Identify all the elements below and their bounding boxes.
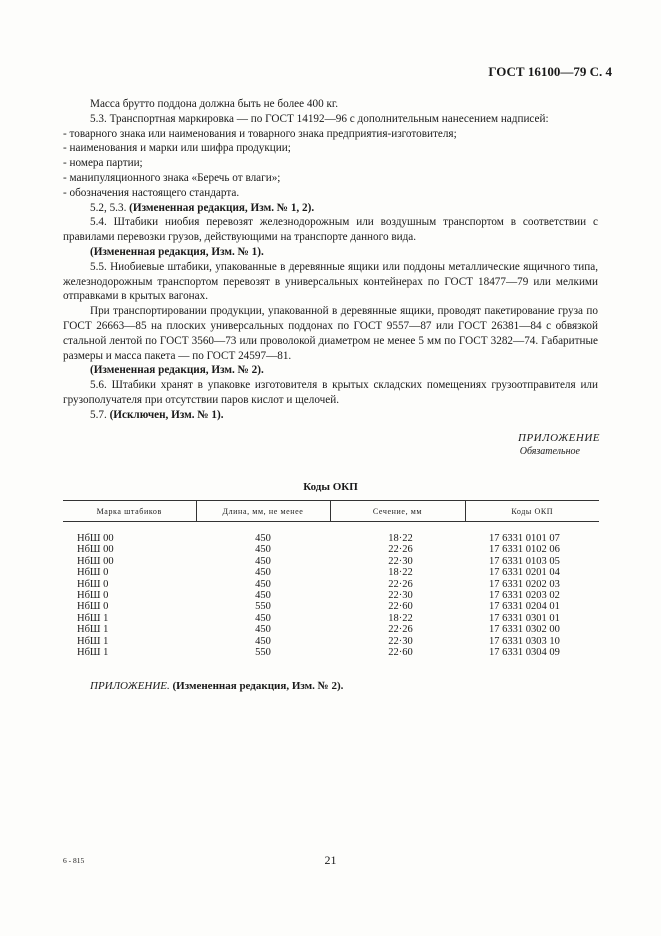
table-cell: НбШ 1: [77, 624, 109, 636]
table-row: [63, 590, 599, 601]
appendix-label: [440, 432, 600, 458]
paragraph: Масса брутто поддона должна быть не более 400 кг.: [90, 98, 339, 110]
table-cell: НбШ 0: [77, 590, 109, 602]
table-cell: 17 6331 0303 10: [489, 635, 560, 647]
table-cell: 450: [255, 578, 271, 590]
list-item: - манипуляционного знака «Беречь от влаги»;: [63, 171, 281, 184]
table-cell: 450: [255, 567, 271, 579]
appendix-subtitle: Обязательное: [519, 446, 580, 457]
note-label: ПРИЛОЖЕНИЕ.: [90, 680, 173, 692]
table-cell: 17 6331 0204 01: [489, 601, 560, 613]
table-cell: 18·22: [388, 612, 413, 624]
table-row: [63, 567, 599, 578]
table-cell: 22·26: [388, 624, 413, 636]
page-number: 21: [324, 853, 337, 867]
column-header: Сечение, мм: [330, 501, 465, 522]
table-cell: 550: [255, 601, 271, 613]
table-row: [63, 579, 599, 590]
table-cell: 450: [255, 544, 271, 556]
table-cell: 17 6331 0202 03: [489, 578, 560, 590]
table-cell: 17 6331 0102 06: [489, 544, 560, 556]
column-header: Марка штабиков: [63, 501, 196, 522]
list-item: - наименования и марки или шифра продукции;: [63, 142, 291, 155]
table-cell: 17 6331 0301 01: [489, 612, 560, 624]
table-cell: 450: [255, 555, 271, 567]
table-cell: 22·26: [388, 544, 413, 556]
amendment-text: (Исключен, Изм. № 1).: [109, 408, 224, 421]
table-cell: НбШ 00: [77, 533, 114, 544]
table-cell: 17 6331 0302 00: [489, 624, 560, 636]
page-header: ГОСТ 16100—79 С. 4: [488, 64, 612, 79]
paragraph: 5.5. Ниобиевые штабики, упакованные в деревянные ящики или поддоны металлические ящичного типа, железнодорожным транспортом перевозят в универсальных контейнерах по ГОСТ 18477—79 или мелкими отправками в крытых вагонах.: [63, 260, 598, 303]
body-text: [63, 97, 598, 423]
amendment-note: [63, 201, 598, 216]
column-header: Длина, мм, не менее: [196, 501, 330, 522]
table-cell: НбШ 0: [77, 578, 109, 590]
table-cell: НбШ 00: [77, 544, 114, 556]
table-cell: НбШ 1: [77, 635, 109, 647]
section-ref: 5.7.: [90, 408, 110, 421]
table-cell: 18·22: [388, 567, 413, 579]
amendment-text: (Измененная редакция, Изм. № 1, 2).: [129, 201, 315, 214]
table-cell: 22·30: [388, 635, 413, 647]
appendix-note: [90, 680, 343, 692]
amendment-note: (Измененная редакция, Изм. № 1).: [90, 245, 264, 258]
table-cell: 450: [255, 624, 271, 636]
column-header: Коды ОКП: [465, 501, 599, 522]
table-cell: 22·30: [388, 590, 413, 602]
list-item: - товарного знака или наименования и товарного знака предприятия-изготовителя;: [63, 127, 457, 140]
paragraph: 5.4. Штабики ниобия перевозят железнодорожным или воздушным транспортом в соответствии с правилами перевозки грузов, действующими на транспорте данного вида.: [63, 216, 598, 244]
table-cell: 17 6331 0101 07: [489, 533, 560, 544]
paragraph: При транспортировании продукции, упакованной в деревянные ящики, проводят пакетирование груза по ГОСТ 26663—85 на плоских универсальных поддонах по ГОСТ 9557—87 или ГОСТ 26381—84 с обвязкой стальной лентой по ГОСТ 3560—73 или проволокой диаметром не менее 5 мм по ГОСТ 3282—74. Габаритные размеры и масса пакета — по ГОСТ 24597—81.: [63, 305, 598, 362]
table-row: [63, 636, 599, 647]
table-cell: 18·22: [388, 533, 413, 544]
table-cell: НбШ 0: [77, 601, 109, 613]
list-item: - номера партии;: [63, 157, 143, 170]
table-cell: 22·26: [388, 578, 413, 590]
table-row: [63, 613, 599, 624]
table-title: Коды ОКП: [303, 481, 358, 493]
table-cell: НбШ 0: [77, 567, 109, 579]
amendment-note: (Измененная редакция, Изм. № 2).: [90, 364, 264, 377]
table-row: [63, 544, 599, 555]
table-row: [63, 624, 599, 635]
table-cell: 22·60: [388, 647, 413, 659]
amendment-note: [63, 408, 598, 423]
paragraph: 5.6. Штабики хранят в упаковке изготовителя в крытых складских помещениях грузоотправителя или грузополучателя при отсутствии паров кислот и щелочей.: [63, 379, 598, 406]
print-code: 6 - 815: [63, 856, 85, 865]
table-cell: 17 6331 0103 05: [489, 555, 560, 567]
appendix-title: ПРИЛОЖЕНИЕ: [518, 432, 600, 444]
table-cell: 450: [255, 533, 271, 544]
table-cell: 450: [255, 612, 271, 624]
table-cell: НбШ 1: [77, 612, 109, 624]
note-amendment: (Измененная редакция, Изм. № 2).: [172, 680, 344, 692]
table-row: [63, 601, 599, 612]
table-row: [63, 556, 599, 567]
list-item: - обозначения настоящего стандарта.: [63, 186, 240, 199]
table-row: [63, 522, 599, 545]
table-cell: 17 6331 0203 02: [489, 590, 560, 602]
table-cell: 22·60: [388, 601, 413, 613]
table-cell: 22·30: [388, 555, 413, 567]
table-cell: 450: [255, 590, 271, 602]
table-cell: 550: [255, 647, 271, 659]
okp-codes-table: [63, 500, 599, 658]
table-cell: 17 6331 0201 04: [489, 567, 560, 579]
table-row: [63, 647, 599, 658]
section-ref: 5.2, 5.3.: [90, 201, 130, 214]
table-cell: НбШ 00: [77, 555, 114, 567]
table-cell: 17 6331 0304 09: [489, 647, 560, 659]
paragraph: 5.3. Транспортная маркировка — по ГОСТ 14192—96 с дополнительным нанесением надписей:: [90, 112, 549, 125]
table-cell: 450: [255, 635, 271, 647]
table-cell: НбШ 1: [77, 647, 109, 659]
